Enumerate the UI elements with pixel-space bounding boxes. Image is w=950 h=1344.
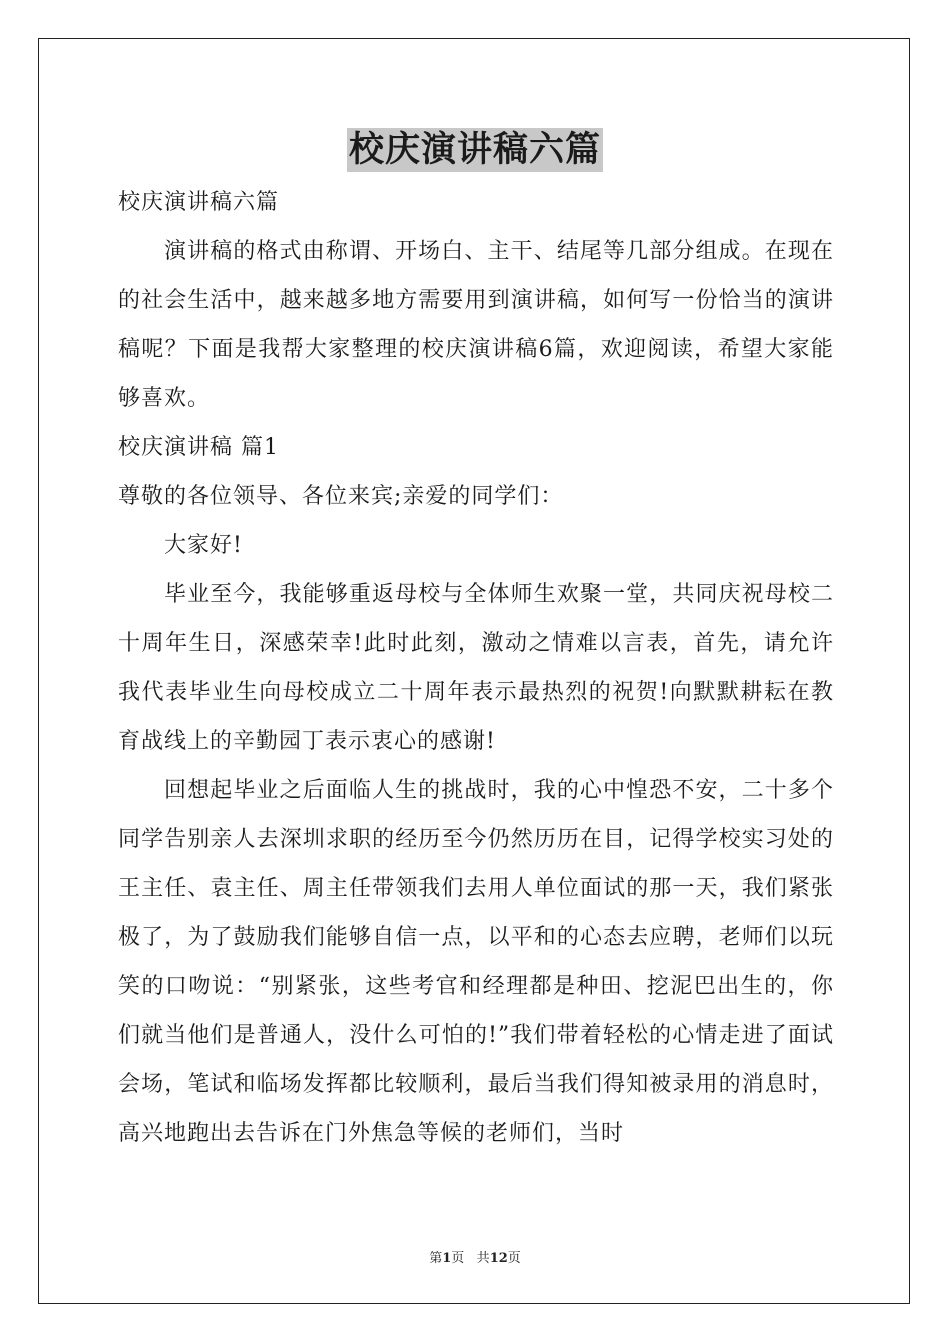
- paragraph: 演讲稿的格式由称谓、开场白、主干、结尾等几部分组成。在现在的社会生活中，越来越多地方需要用到演讲稿，如何写一份恰当的演讲稿呢？下面是我帮大家整理的校庆演讲稿6篇，欢迎阅读，希望大家能够喜欢。: [118, 239, 834, 411]
- page-label-suffix: 页: [451, 1251, 465, 1266]
- total-label-suffix: 页: [507, 1251, 521, 1266]
- document-title: 校庆演讲稿六篇: [348, 129, 601, 170]
- page-footer: [0, 1247, 950, 1266]
- paragraph: 大家好!: [164, 533, 243, 558]
- total-pages: 12: [489, 1251, 508, 1266]
- paragraph: 校庆演讲稿六篇: [118, 190, 280, 215]
- title-container: [0, 128, 950, 172]
- paragraph: 校庆演讲稿 篇1: [118, 435, 279, 460]
- page-label-prefix: 第: [429, 1251, 443, 1266]
- total-label-prefix: 共: [476, 1251, 490, 1266]
- paragraph: 毕业至今，我能够重返母校与全体师生欢聚一堂，共同庆祝母校二十周年生日，深感荣幸!此时此刻，激动之情难以言表，首先，请允许我代表毕业生向母校成立二十周年表示最热烈的祝贺!向默默耕耘在教育战线上的辛勤园丁表示衷心的感谢!: [118, 582, 834, 754]
- paragraph: 尊敬的各位领导、各位来宾;亲爱的同学们：: [118, 484, 564, 509]
- paragraph: 回想起毕业之后面临人生的挑战时，我的心中惶恐不安，二十多个同学告别亲人去深圳求职的经历至今仍然历历在目，记得学校实习处的王主任、袁主任、周主任带领我们去用人单位面试的那一天，我们紧张极了，为了鼓励我们能够自信一点，以平和的心态去应聘，老师们以玩笑的口吻说：“别紧张，这些考官和经理都是种田、挖泥巴出生的，你们就当他们是普通人，没什么可怕的!”我们带着轻松的心情走进了面试会场，笔试和临场发挥都比较顺利，最后当我们得知被录用的消息时，高兴地跑出去告诉在门外焦急等候的老师们，当时: [118, 778, 834, 1146]
- page-number: 1: [442, 1251, 452, 1266]
- document-body: [118, 178, 834, 1158]
